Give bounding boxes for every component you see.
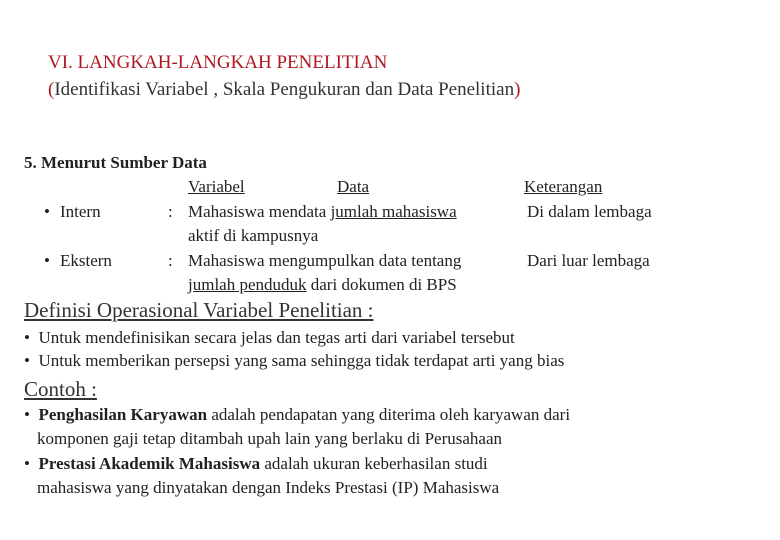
- contoh-heading: Contoh :: [24, 377, 97, 401]
- contoh-definition: adalah ukuran keberhasilan studi: [260, 454, 488, 473]
- subtitle-text: Identifikasi Variabel , Skala Pengukuran dan Data Penelitian: [54, 79, 515, 100]
- bullet: •: [44, 251, 50, 270]
- row-data-text: Mahasiswa mendata: [188, 202, 331, 221]
- section-heading: 5. Menurut Sumber Data: [24, 153, 207, 172]
- column-header-variabel: Variabel: [188, 177, 245, 196]
- page-subtitle: [48, 79, 520, 101]
- subtitle-close-paren: ): [514, 79, 521, 100]
- definisi-text: Untuk memberikan persepsi yang sama sehingga tidak terdapat arti yang bias: [38, 351, 565, 370]
- row-keterangan: Di dalam lembaga: [527, 202, 652, 221]
- column-header-keterangan: Keterangan: [524, 177, 603, 196]
- row-keterangan: Dari luar lembaga: [527, 251, 650, 270]
- page-title: VI. LANGKAH-LANGKAH PENELITIAN: [48, 52, 388, 73]
- row-label: Intern: [60, 202, 101, 221]
- definisi-text: Untuk mendefinisikan secara jelas dan tegas arti dari variabel tersebut: [38, 328, 515, 347]
- row-data-line1: [188, 202, 457, 222]
- contoh-term: Prestasi Akademik Mahasiswa: [38, 454, 261, 473]
- contoh-item: [24, 454, 488, 474]
- contoh-item: [24, 405, 570, 425]
- row-colon: :: [168, 202, 173, 221]
- contoh-item-continuation: mahasiswa yang dinyatakan dengan Indeks Prestasi (IP) Mahasiswa: [37, 478, 500, 497]
- contoh-item-continuation: komponen gaji tetap ditambah upah lain yang berlaku di Perusahaan: [37, 429, 503, 448]
- row-data-underlined: jumlah mahasiswa: [330, 202, 457, 221]
- bullet: •: [44, 202, 50, 221]
- definisi-item: [24, 328, 515, 348]
- subtitle-open-paren: (: [48, 79, 55, 100]
- row-label: Ekstern: [60, 251, 112, 270]
- bullet: •: [24, 328, 30, 347]
- row-data-line2: aktif di kampusnya: [188, 226, 319, 245]
- bullet: •: [24, 454, 30, 473]
- contoh-term: Penghasilan Karyawan: [38, 405, 208, 424]
- row-data-underlined: jumlah penduduk: [188, 275, 307, 294]
- column-header-data: Data: [337, 177, 370, 196]
- definisi-heading: Definisi Operasional Variabel Penelitian :: [24, 298, 374, 322]
- contoh-definition: adalah pendapatan yang diterima oleh karyawan dari: [207, 405, 571, 424]
- row-data-text: dari dokumen di BPS: [306, 275, 457, 294]
- row-colon: :: [168, 251, 173, 270]
- bullet: •: [24, 351, 30, 370]
- definisi-item: [24, 351, 564, 371]
- bullet: •: [24, 405, 30, 424]
- row-data-line1: Mahasiswa mengumpulkan data tentang: [188, 251, 462, 270]
- row-data-line2: [188, 275, 457, 295]
